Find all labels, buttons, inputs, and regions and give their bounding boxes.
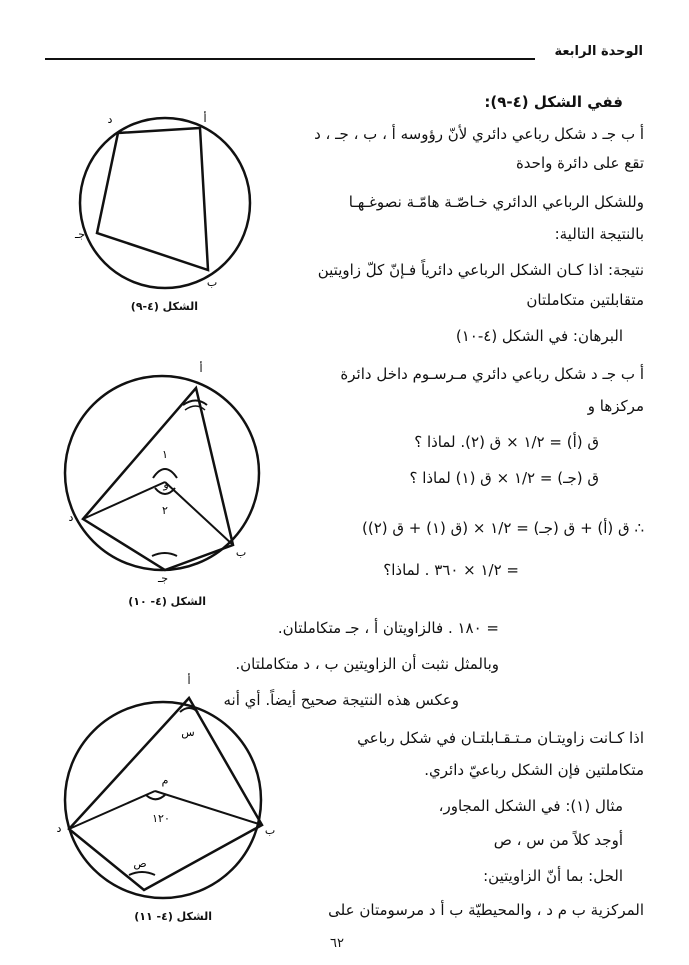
- vertex-label-a: أ: [199, 362, 203, 375]
- figure-caption: الشكل (٤-٩): [130, 300, 198, 313]
- page-number: ٦٢: [330, 936, 344, 951]
- vertex-label-b: ب: [235, 546, 247, 559]
- paragraph-line: متكاملتين فإن الشكل رباعيّ دائري.: [424, 761, 644, 779]
- radius-md: [69, 791, 155, 829]
- paragraph-line: أ ب جـ د شكل رباعي دائري مـرسـوم داخل دائرة: [340, 365, 644, 383]
- angle-label-2: ٢: [162, 504, 168, 517]
- vertex-label-b: ب: [264, 824, 276, 837]
- angle-label-120: ١٢٠: [152, 812, 170, 825]
- vertex-label-d: د: [56, 822, 62, 835]
- angle-arc-center: [146, 794, 166, 799]
- vertex-label-a: أ: [203, 112, 207, 125]
- angle-arc-a: [183, 401, 207, 406]
- figure-4-9: [70, 108, 260, 298]
- angle-label-1: ١: [162, 448, 168, 461]
- unit-title: الوحدة الرابعة: [554, 44, 643, 59]
- angle-label-y: ص: [133, 857, 147, 870]
- figure-4-11: [52, 672, 274, 912]
- paragraph-line: مثال (١): في الشكل المجاور،: [438, 797, 623, 815]
- radius-ob: [165, 482, 233, 545]
- equation-line: = ١/٢ × ٣٦٠ . لماذا؟: [383, 561, 519, 579]
- equation-line: = ١٨٠ . فالزاويتان أ ، جـ متكاملتان.: [277, 619, 499, 637]
- angle-arc-y: [129, 872, 155, 875]
- vertex-label-c: جـ: [157, 572, 169, 585]
- figure-caption: الشكل (٤- ١١): [134, 910, 212, 923]
- quadrilateral: [97, 128, 208, 270]
- vertex-label-a: أ: [187, 674, 191, 687]
- vertex-label-b: ب: [206, 276, 218, 289]
- circle: [80, 118, 250, 288]
- page-header: [45, 44, 643, 66]
- figure-4-10: [55, 360, 265, 585]
- paragraph-line: أوجد كلاً من س ، ص: [493, 831, 623, 849]
- equation-line: ق (أ) = ١/٢ × ق (٢). لماذا ؟: [414, 433, 599, 451]
- vertex-label-c: جـ: [74, 228, 86, 241]
- paragraph-line: البرهان: في الشكل (٤-١٠): [455, 327, 623, 345]
- paragraph-line: وعكس هذه النتيجة صحيح أيضاً. أي أنه: [223, 691, 459, 709]
- paragraph-line: المركزية ب م د ، والمحيطيّة ب أ د مرسومتان على: [328, 901, 644, 919]
- paragraph-line: بالنتيجة التالية:: [554, 225, 644, 243]
- paragraph-line: اذا كـانت زاويتـان مـتـقـابلتـان في شكل رباعي: [357, 729, 644, 747]
- paragraph-line: مركزها و: [587, 397, 644, 415]
- quadrilateral: [83, 388, 233, 570]
- angle-label-s: س: [181, 726, 195, 739]
- paragraph-line: وبالمثل نثبت أن الزاويتين ب ، د متكاملتان.: [235, 655, 499, 673]
- paragraph-line: متقابلتين متكاملتان: [526, 291, 644, 309]
- paragraph-line: ففي الشكل (٤-٩):: [484, 93, 623, 111]
- header-rule: [45, 58, 535, 60]
- vertex-label-d: د: [68, 511, 74, 524]
- paragraph-line: أ ب جـ د شكل رباعي دائري لأنّ رؤوسه أ ، ب ، جـ ، د: [314, 125, 644, 143]
- paragraph-line: نتيجة: اذا كـان الشكل الرباعي دائرياً فـإنّ كلّ زاويتين: [317, 261, 644, 279]
- center-label-o: و: [163, 478, 169, 491]
- paragraph-line: تقع على دائرة واحدة: [515, 154, 644, 172]
- angle-arc-c: [152, 553, 177, 556]
- equation-line: ق (جـ) = ١/٢ × ق (١) لماذا ؟: [409, 469, 599, 487]
- equation-line: ∴ ق (أ) + ق (جـ) = ١/٢ × (ق (١) + ق (٢)): [361, 519, 644, 537]
- paragraph-line: الحل: بما أنّ الزاويتين:: [483, 867, 623, 885]
- paragraph-line: وللشكل الرباعي الدائري خـاصّـة هامّـة نصوغـهـا: [348, 193, 644, 211]
- vertex-label-d: د: [107, 113, 113, 126]
- center-label-m: م: [161, 774, 169, 787]
- figure-caption: الشكل (٤- ١٠): [128, 595, 206, 608]
- angle-arc-1: [153, 469, 177, 478]
- radius-od: [83, 482, 165, 519]
